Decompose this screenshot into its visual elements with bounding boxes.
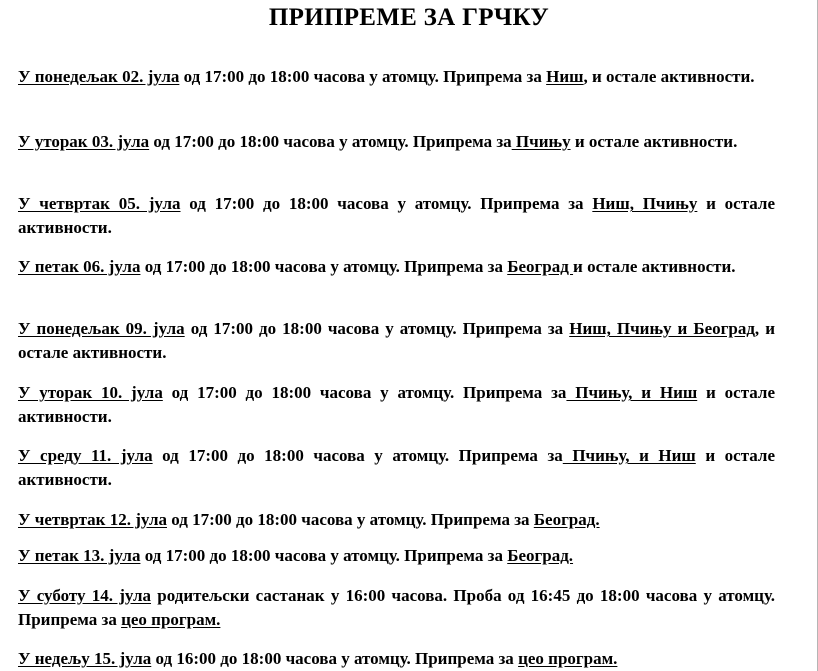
entry-end: и остале активности. <box>573 257 736 276</box>
entry-text: од 17:00 до 18:00 часова у атомцу. Припрема за <box>140 546 508 565</box>
entry-date: У недељу 15. јула <box>18 649 152 668</box>
entry-date: У понедељак 09. јула <box>18 319 185 338</box>
entry-text: од 17:00 до 18:00 часова у атомцу. Припрема за <box>162 383 567 402</box>
entry-date: У четвртак 05. јула <box>18 194 181 213</box>
schedule-entry <box>18 381 775 429</box>
entry-text: од 17:00 до 18:00 часова у атомцу. Припрема за <box>140 257 508 276</box>
entry-date: У петак 06. јула <box>18 257 141 276</box>
schedule-entry <box>18 444 775 492</box>
entry-text: од 17:00 до 18:00 часова у атомцу. Припрема за <box>167 510 534 529</box>
entry-text: од 16:00 до 18:00 часова у атомцу. Припрема за <box>151 649 519 668</box>
entry-target: Ниш, Пчињу и Београд <box>569 319 755 338</box>
entry-text: од 17:00 до 18:00 часова у атомцу. Припрема за <box>179 67 547 86</box>
entry-end: и остале активности. <box>570 132 738 151</box>
entry-target: Пчињу, и Ниш <box>566 383 698 402</box>
entry-date: У уторак 10. јула <box>18 383 163 402</box>
entry-target: Ниш, Пчињу <box>592 194 698 213</box>
schedule-entry <box>18 647 775 671</box>
entry-date: У суботу 14. јула <box>18 586 152 605</box>
entry-end: и остале активности. <box>18 383 775 426</box>
entry-date: У петак 13. јула <box>18 546 141 565</box>
schedule-entry <box>18 130 775 154</box>
entry-target: цео програм. <box>121 610 221 629</box>
entry-text: родитељски састанак у 16:00 часова. Проба од 16:45 до 18:00 часова у атомцу. Припрема за <box>18 586 775 629</box>
schedule-entry <box>18 192 775 240</box>
schedule-entry <box>18 544 775 568</box>
entry-date: У уторак 03. јула <box>18 132 150 151</box>
entry-end: и остале активности. <box>18 446 775 489</box>
entry-text: од 17:00 до 18:00 часова у атомцу. Припрема за <box>152 446 563 465</box>
entry-end: , и остале активности. <box>583 67 755 86</box>
schedule-entry <box>18 317 775 365</box>
entry-date: У среду 11. јула <box>18 446 153 465</box>
entry-text: од 17:00 до 18:00 часова у атомцу. Припрема за <box>184 319 570 338</box>
entry-target: Пчињу, и Ниш <box>562 446 696 465</box>
schedule-entry <box>18 65 775 89</box>
schedule-entry <box>18 584 775 632</box>
entry-target: Београд. <box>533 510 600 529</box>
entry-date: У четвртак 12. јула <box>18 510 167 529</box>
entry-end: , и остале активности. <box>18 319 775 362</box>
schedule-entry <box>18 508 775 532</box>
page-title: ПРИПРЕМЕ ЗА ГРЧКУ <box>268 4 550 31</box>
entry-target: цео програм. <box>518 649 618 668</box>
entry-target: Београд <box>507 257 574 276</box>
entry-target: Пчињу <box>511 132 571 151</box>
entry-text: од 17:00 до 18:00 часова у атомцу. Припрема за <box>149 132 512 151</box>
entry-text: од 17:00 до 18:00 часова у атомцу. Припрема за <box>180 194 593 213</box>
entry-end: и остале активности. <box>18 194 775 237</box>
entry-target: Ниш <box>546 67 584 86</box>
schedule-entry <box>18 255 775 279</box>
entry-target: Београд. <box>507 546 574 565</box>
entry-date: У понедељак 02. јула <box>18 67 180 86</box>
